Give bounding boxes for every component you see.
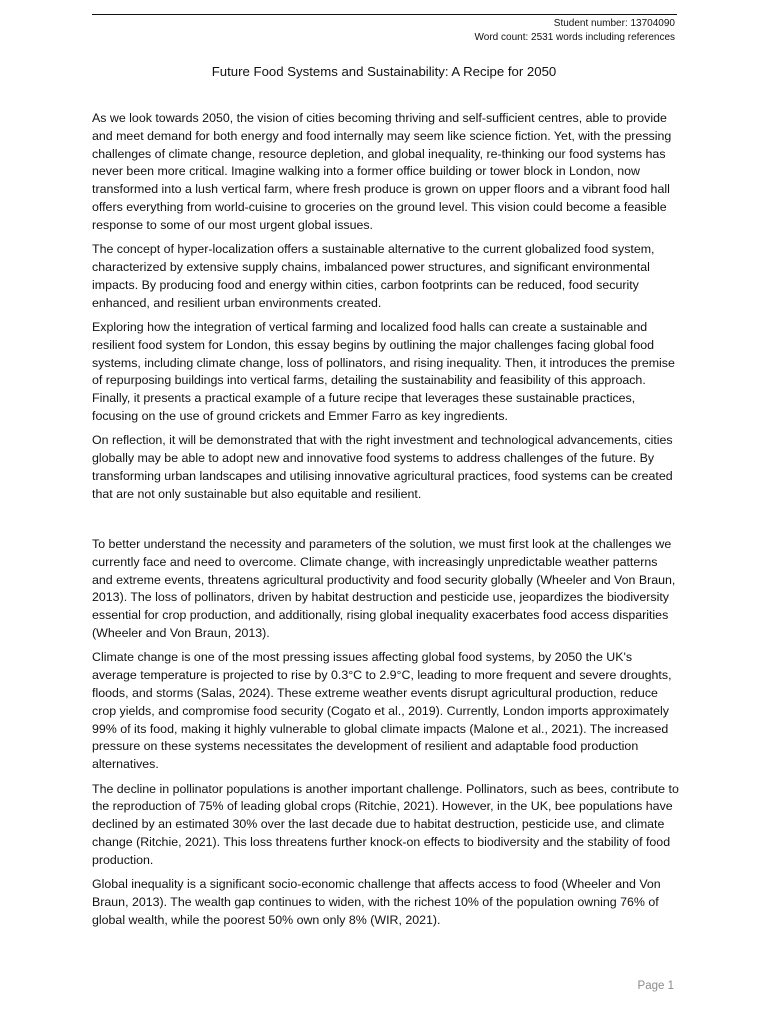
student-number: Student number: 13704090 [553, 18, 675, 29]
challenges-section [92, 536, 680, 936]
paragraph: On reflection, it will be demonstrated that with the right investment and technological advancements, cities globally may be able to adopt new and innovative food systems to address challenges of the future. By transforming urban landscapes and utilising innovative agricultural practices, food systems can be created that are not only sustainable but also equitable and resilient. [92, 433, 673, 501]
paragraph: The concept of hyper-localization offers a sustainable alternative to the current globalized food system, characterized by extensive supply chains, imbalanced power structures, and significant environmental impacts. By producing food and energy within cities, carbon footprints can be reduced, food security enhanced, and resilient urban environments created. [92, 242, 655, 310]
introduction-section [92, 110, 680, 510]
page-number: Page 1 [637, 980, 674, 992]
paragraph: To better understand the necessity and parameters of the solution, we must first look at the challenges we currently face and need to overcome. Climate change, with increasingly unpredictable weather patterns and extreme events, threatens agricultural productivity and food security globally (Wheeler and Von Braun, 2013). The loss of pollinators, driven by habitat destruction and pesticide use, jeopardizes the biodiversity essential for crop production, and additionally, rising global inequality exacerbates food access disparities (Wheeler and Von Braun, 2013). [92, 537, 676, 640]
paragraph: The decline in pollinator populations is another important challenge. Pollinators, such as bees, contribute to the reproduction of 75% of leading global crops (Ritchie, 2021). However, in the UK, bee populations have declined by an estimated 30% over the last decade due to habitat destruction, pesticide use, and climate change (Ritchie, 2021). This loss threatens further knock-on effects to biodiversity and the stability of food production. [92, 781, 679, 867]
header-rule [92, 14, 677, 15]
word-count: Word count: 2531 words including references [474, 32, 675, 43]
paragraph: Exploring how the integration of vertical farming and localized food halls can create a sustainable and resilient food system for London, this essay begins by outlining the major challenges facing global food systems, including climate change, loss of pollinators, and rising inequality. Then, it introduces the premise of repurposing buildings into vertical farms, detailing the sustainability and feasibility of this approach. Finally, it presents a practical example of a future recipe that leverages these sustainable practices, focusing on the use of ground crickets and Emmer Farro as key ingredients. [92, 319, 675, 423]
paragraph: As we look towards 2050, the vision of cities becoming thriving and self-sufficient centres, able to provide and meet demand for both energy and food internally may seem like science fiction. Yet, with the pressing challenges of climate change, resource depletion, and global inequality, re-thinking our food systems has never been more critical. Imagine walking into a former office building or tower block in London, now transformed into a lush vertical farm, where fresh produce is grown on upper floors and a vibrant food hall offers everything from world-cuisine to groceries on the ground level. This vision could become a feasible response to some of our most urgent global issues. [92, 111, 672, 232]
paragraph: Climate change is one of the most pressing issues affecting global food systems, by 2050 the UK's average temperature is projected to rise by 0.3°C to 2.9°C, leading to more frequent and severe droughts, floods, and storms (Salas, 2024). These extreme weather events disrupt agricultural production, reduce crop yields, and compromise food security (Cogato et al., 2019). Currently, London imports approximately 99% of its food, making it highly vulnerable to global climate impacts (Malone et al., 2021). The increased pressure on these systems necessitates the development of resilient and adaptable food production alternatives. [92, 650, 672, 772]
document-header [475, 17, 675, 45]
paragraph: Global inequality is a significant socio-economic challenge that affects access to food (Wheeler and Von Braun, 2013). The wealth gap continues to widen, with the richest 10% of the population owning 76% of global wealth, while the poorest 50% own only 8% (WIR, 2021). [92, 877, 661, 927]
document-title: Future Food Systems and Sustainability: A Recipe for 2050 [211, 64, 557, 79]
